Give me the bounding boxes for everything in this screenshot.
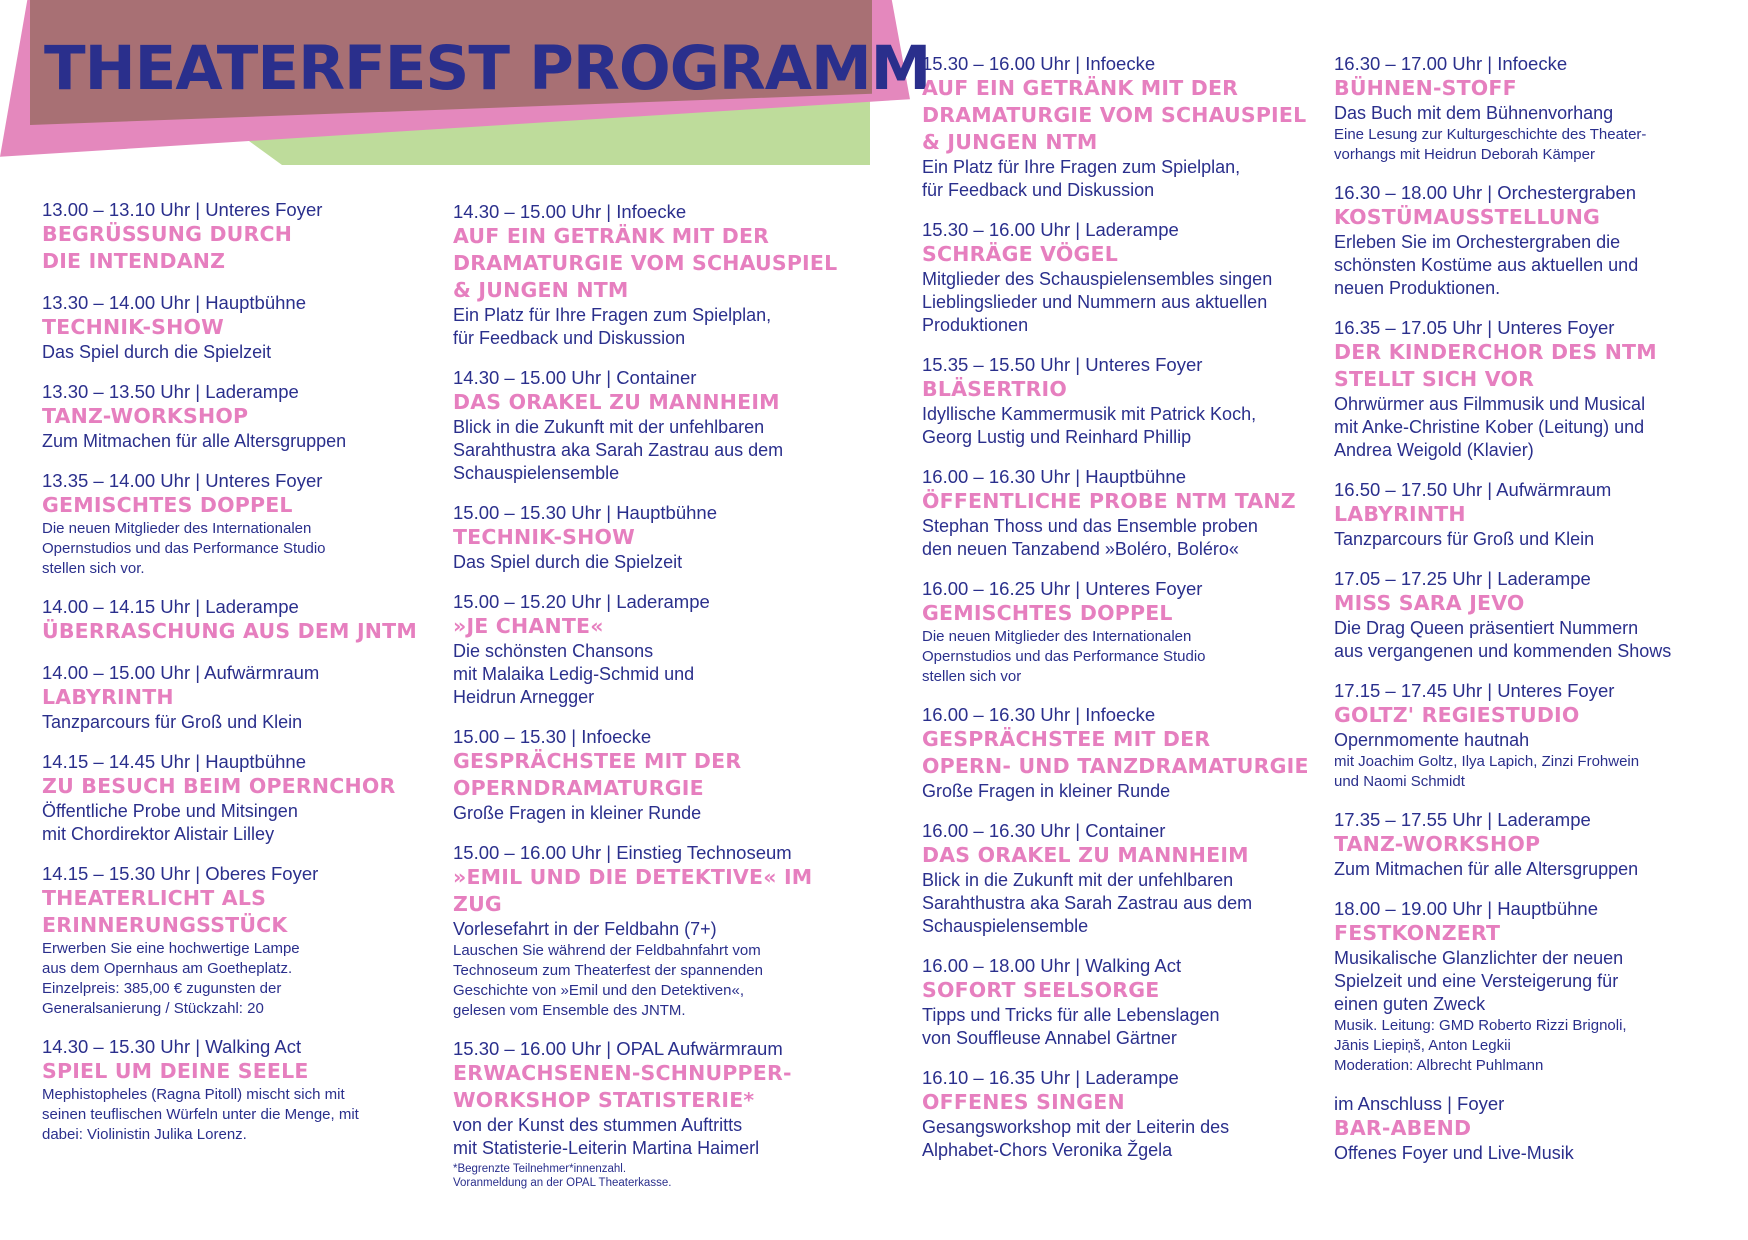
event-title: GESPRÄCHSTEE MIT DER OPERNDRAMATURGIE — [453, 749, 742, 800]
event-time: 17.35 – 17.55 Uhr | Laderampe — [1334, 809, 1591, 830]
event-description: Das Spiel durch die Spielzeit — [453, 552, 683, 572]
event-time: 16.10 – 16.35 Uhr | Laderampe — [922, 1067, 1179, 1088]
event-description: Tipps und Tricks für alle Lebenslagen von Souffleuse Annabel Gärtner — [922, 1005, 1220, 1048]
event-note: Eine Lesung zur Kulturgeschichte des Theater- vorhangs mit Heidrun Deborah Kämper — [1334, 126, 1647, 163]
event-description: Tanzparcours für Groß und Klein — [1334, 529, 1595, 549]
event-title: AUF EIN GETRÄNK MIT DER DRAMATURGIE VOM SCHAUSPIEL & JUNGEN NTM — [922, 76, 1307, 154]
program-item — [922, 819, 1322, 938]
event-title: ZU BESUCH BEIM OPERNCHOR — [42, 774, 396, 798]
event-note: Erwerben Sie eine hochwertige Lampe aus dem Opernhaus am Goetheplatz. Einzelpreis: 385,00 € zugunsten der Generalsanierung / Stückzahl: 20 — [42, 940, 300, 1017]
event-title: TANZ-WORKSHOP — [42, 404, 249, 428]
page-title: THEATERFEST PROGRAMM — [44, 33, 931, 104]
event-time: 14.00 – 15.00 Uhr | Aufwärmraum — [42, 662, 320, 683]
program-item — [42, 595, 442, 645]
event-time: 15.30 – 16.00 Uhr | Infoecke — [922, 53, 1156, 74]
event-description: Öffentliche Probe und Mitsingen mit Chordirektor Alistair Lilley — [42, 801, 298, 844]
event-description: Vorlesefahrt in der Feldbahn (7+) — [453, 919, 717, 939]
event-description: Opernmomente hautnah — [1334, 730, 1530, 750]
event-note: Lauschen Sie während der Feldbahnfahrt vom Technoseum zum Theaterfest der spannenden Geschichte von »Emil und den Detektiven«, gelesen vom Ensemble des JNTM. — [453, 942, 763, 1019]
program-item — [1334, 181, 1734, 300]
program-item — [1334, 316, 1734, 462]
event-title: ÜBERRASCHUNG AUS DEM JNTM — [42, 619, 417, 643]
event-time: 17.15 – 17.45 Uhr | Unteres Foyer — [1334, 680, 1615, 701]
program-item — [42, 862, 442, 1019]
event-time: 15.00 – 16.00 Uhr | Einstieg Technoseum — [453, 842, 792, 863]
event-description: Blick in die Zukunft mit der unfehlbaren Sarahthustra aka Sarah Zastrau aus dem Schauspielensemble — [453, 417, 784, 483]
event-time: 15.00 – 15.30 | Infoecke — [453, 726, 652, 747]
event-title: BÜHNEN-STOFF — [1334, 76, 1517, 100]
event-note: Die neuen Mitglieder des Internationalen Opernstudios und das Performance Studio stellen sich vor — [922, 628, 1206, 685]
event-time: 13.30 – 13.50 Uhr | Laderampe — [42, 381, 299, 402]
event-description: Ohrwürmer aus Filmmusik und Musical mit Anke-Christine Kober (Leitung) und Andrea Weigold (Klavier) — [1334, 394, 1646, 460]
event-time: 15.30 – 16.00 Uhr | Laderampe — [922, 219, 1179, 240]
event-time: 14.00 – 14.15 Uhr | Laderampe — [42, 596, 299, 617]
event-time: 13.35 – 14.00 Uhr | Unteres Foyer — [42, 470, 323, 491]
event-time: 15.30 – 16.00 Uhr | OPAL Aufwärmraum — [453, 1038, 783, 1059]
event-title: BAR-ABEND — [1334, 1116, 1472, 1140]
event-title: GOLTZ' REGIESTUDIO — [1334, 703, 1580, 727]
event-time: 16.00 – 18.00 Uhr | Walking Act — [922, 955, 1182, 976]
event-note: mit Joachim Goltz, Ilya Lapich, Zinzi Frohwein und Naomi Schmidt — [1334, 753, 1640, 790]
event-description: Das Buch mit dem Bühnenvorhang — [1334, 103, 1614, 123]
event-time: 16.30 – 18.00 Uhr | Orchestergraben — [1334, 182, 1637, 203]
event-note: Musik. Leitung: GMD Roberto Rizzi Brignoli, Jānis Liepiņš, Anton Legkii Moderation: Albrecht Puhlmann — [1334, 1017, 1627, 1074]
program-item — [922, 52, 1322, 202]
event-time: 14.15 – 15.30 Uhr | Oberes Foyer — [42, 863, 319, 884]
program-item — [922, 218, 1322, 337]
event-time: 14.30 – 15.00 Uhr | Container — [453, 367, 697, 388]
event-title: DAS ORAKEL ZU MANNHEIM — [922, 843, 1249, 867]
program-item — [1334, 897, 1734, 1076]
event-title: »EMIL UND DIE DETEKTIVE« IM ZUG — [453, 865, 813, 916]
event-time: 16.00 – 16.30 Uhr | Infoecke — [922, 704, 1156, 725]
event-title: GEMISCHTES DOPPEL — [922, 601, 1173, 625]
program-item — [42, 198, 442, 275]
program-column-2 — [453, 200, 853, 1206]
event-time: 16.35 – 17.05 Uhr | Unteres Foyer — [1334, 317, 1615, 338]
event-description: Die Drag Queen präsentiert Nummern aus vergangenen und kommenden Shows — [1334, 618, 1672, 661]
event-description: Idyllische Kammermusik mit Patrick Koch, Georg Lustig und Reinhard Phillip — [922, 404, 1257, 447]
program-item — [1334, 478, 1734, 551]
event-title: SCHRÄGE VÖGEL — [922, 242, 1119, 266]
event-description: Musikalische Glanzlichter der neuen Spielzeit und eine Versteigerung für einen guten Zweck — [1334, 948, 1624, 1014]
event-title: OFFENES SINGEN — [922, 1090, 1125, 1114]
program-item — [922, 353, 1322, 449]
event-description: Mitglieder des Schauspielensembles singen Lieblingslieder und Nummern aus aktuellen Produktionen — [922, 269, 1273, 335]
program-item — [453, 200, 853, 350]
program-item — [1334, 52, 1734, 165]
event-title: GESPRÄCHSTEE MIT DER OPERN- UND TANZDRAMATURGIE — [922, 727, 1309, 778]
program-item — [922, 1066, 1322, 1162]
event-description: Offenes Foyer und Live-Musik — [1334, 1143, 1574, 1163]
event-title: AUF EIN GETRÄNK MIT DER DRAMATURGIE VOM SCHAUSPIEL & JUNGEN NTM — [453, 224, 838, 302]
event-description: Stephan Thoss und das Ensemble proben den neuen Tanzabend »Boléro, Boléro« — [922, 516, 1258, 559]
event-description: Große Fragen in kleiner Runde — [453, 803, 702, 823]
event-description: Erleben Sie im Orchestergraben die schönsten Kostüme aus aktuellen und neuen Produktionen. — [1334, 232, 1639, 298]
program-item — [1334, 808, 1734, 881]
program-item — [42, 380, 442, 453]
event-time: 13.00 – 13.10 Uhr | Unteres Foyer — [42, 199, 323, 220]
program-item — [922, 703, 1322, 803]
event-title: THEATERLICHT ALS ERINNERUNGSSTÜCK — [42, 886, 288, 937]
event-time: 16.50 – 17.50 Uhr | Aufwärmraum — [1334, 479, 1612, 500]
event-title: ERWACHSENEN-SCHNUPPER- WORKSHOP STATISTERIE* — [453, 1061, 792, 1112]
event-title: TECHNIK-SHOW — [42, 315, 224, 339]
event-title: LABYRINTH — [1334, 502, 1466, 526]
event-time: 14.30 – 15.30 Uhr | Walking Act — [42, 1036, 302, 1057]
event-description: von der Kunst des stummen Auftritts mit Statisterie-Leiterin Martina Haimerl — [453, 1115, 760, 1158]
program-item — [922, 465, 1322, 561]
program-column-4 — [1334, 52, 1734, 1181]
event-time: 15.35 – 15.50 Uhr | Unteres Foyer — [922, 354, 1203, 375]
event-title: SPIEL UM DEINE SEELE — [42, 1059, 309, 1083]
program-item — [453, 501, 853, 574]
program-item — [453, 841, 853, 1021]
event-title: FESTKONZERT — [1334, 921, 1501, 945]
event-time: 15.00 – 15.20 Uhr | Laderampe — [453, 591, 710, 612]
program-item — [453, 725, 853, 825]
event-title: ÖFFENTLICHE PROBE NTM TANZ — [922, 489, 1296, 513]
event-title: DAS ORAKEL ZU MANNHEIM — [453, 390, 780, 414]
event-title: TECHNIK-SHOW — [453, 525, 635, 549]
event-description: Blick in die Zukunft mit der unfehlbaren Sarahthustra aka Sarah Zastrau aus dem Schauspielensemble — [922, 870, 1253, 936]
program-column-1 — [42, 198, 442, 1161]
program-item — [922, 577, 1322, 687]
program-item — [42, 661, 442, 734]
event-time: 14.30 – 15.00 Uhr | Infoecke — [453, 201, 687, 222]
program-column-3 — [922, 52, 1322, 1178]
event-time: 16.00 – 16.30 Uhr | Container — [922, 820, 1166, 841]
event-title: TANZ-WORKSHOP — [1334, 832, 1541, 856]
program-item — [42, 291, 442, 364]
event-time: 16.00 – 16.25 Uhr | Unteres Foyer — [922, 578, 1203, 599]
event-footnote: *Begrenzte Teilnehmer*innenzahl. Voranmeldung an der OPAL Theaterkasse. — [453, 1163, 672, 1189]
event-title: BLÄSERTRIO — [922, 377, 1068, 401]
event-description: Die schönsten Chansons mit Malaika Ledig-Schmid und Heidrun Arnegger — [453, 641, 695, 707]
program-item — [1334, 679, 1734, 792]
event-title: SOFORT SEELSORGE — [922, 978, 1160, 1002]
event-time: 13.30 – 14.00 Uhr | Hauptbühne — [42, 292, 307, 313]
program-item — [922, 954, 1322, 1050]
program-item — [42, 750, 442, 846]
program-item — [1334, 1092, 1734, 1165]
event-description: Das Spiel durch die Spielzeit — [42, 342, 272, 362]
program-item — [453, 590, 853, 709]
event-description: Ein Platz für Ihre Fragen zum Spielplan, für Feedback und Diskussion — [922, 157, 1241, 200]
event-description: Zum Mitmachen für alle Altersgruppen — [42, 431, 347, 451]
event-time: 16.30 – 17.00 Uhr | Infoecke — [1334, 53, 1568, 74]
event-description: Tanzparcours für Groß und Klein — [42, 712, 303, 732]
event-title: »JE CHANTE« — [453, 614, 604, 638]
event-time: 14.15 – 14.45 Uhr | Hauptbühne — [42, 751, 307, 772]
program-item — [1334, 567, 1734, 663]
event-description: Zum Mitmachen für alle Altersgruppen — [1334, 859, 1639, 879]
event-time: 17.05 – 17.25 Uhr | Laderampe — [1334, 568, 1591, 589]
event-title: DER KINDERCHOR DES NTM STELLT SICH VOR — [1334, 340, 1657, 391]
event-title: MISS SARA JEVO — [1334, 591, 1525, 615]
event-note: Die neuen Mitglieder des Internationalen Opernstudios und das Performance Studio stellen sich vor. — [42, 520, 326, 577]
program-item — [42, 1035, 442, 1145]
event-title: BEGRÜSSUNG DURCH DIE INTENDANZ — [42, 222, 293, 273]
event-time: 15.00 – 15.30 Uhr | Hauptbühne — [453, 502, 718, 523]
program-item — [453, 366, 853, 485]
event-title: GEMISCHTES DOPPEL — [42, 493, 293, 517]
event-title: KOSTÜMAUSSTELLUNG — [1334, 205, 1601, 229]
program-item — [453, 1037, 853, 1190]
event-note: Mephistopheles (Ragna Pitoll) mischt sich mit seinen teuflischen Würfeln unter die Menge, mit dabei: Violinistin Julika Lorenz. — [42, 1086, 359, 1143]
program-item — [42, 469, 442, 579]
event-description: Ein Platz für Ihre Fragen zum Spielplan, für Feedback und Diskussion — [453, 305, 772, 348]
event-time: im Anschluss | Foyer — [1334, 1093, 1505, 1114]
event-title: LABYRINTH — [42, 685, 174, 709]
event-description: Gesangsworkshop mit der Leiterin des Alphabet-Chors Veronika Žgela — [922, 1117, 1230, 1160]
event-time: 16.00 – 16.30 Uhr | Hauptbühne — [922, 466, 1187, 487]
event-time: 18.00 – 19.00 Uhr | Hauptbühne — [1334, 898, 1599, 919]
event-description: Große Fragen in kleiner Runde — [922, 781, 1171, 801]
